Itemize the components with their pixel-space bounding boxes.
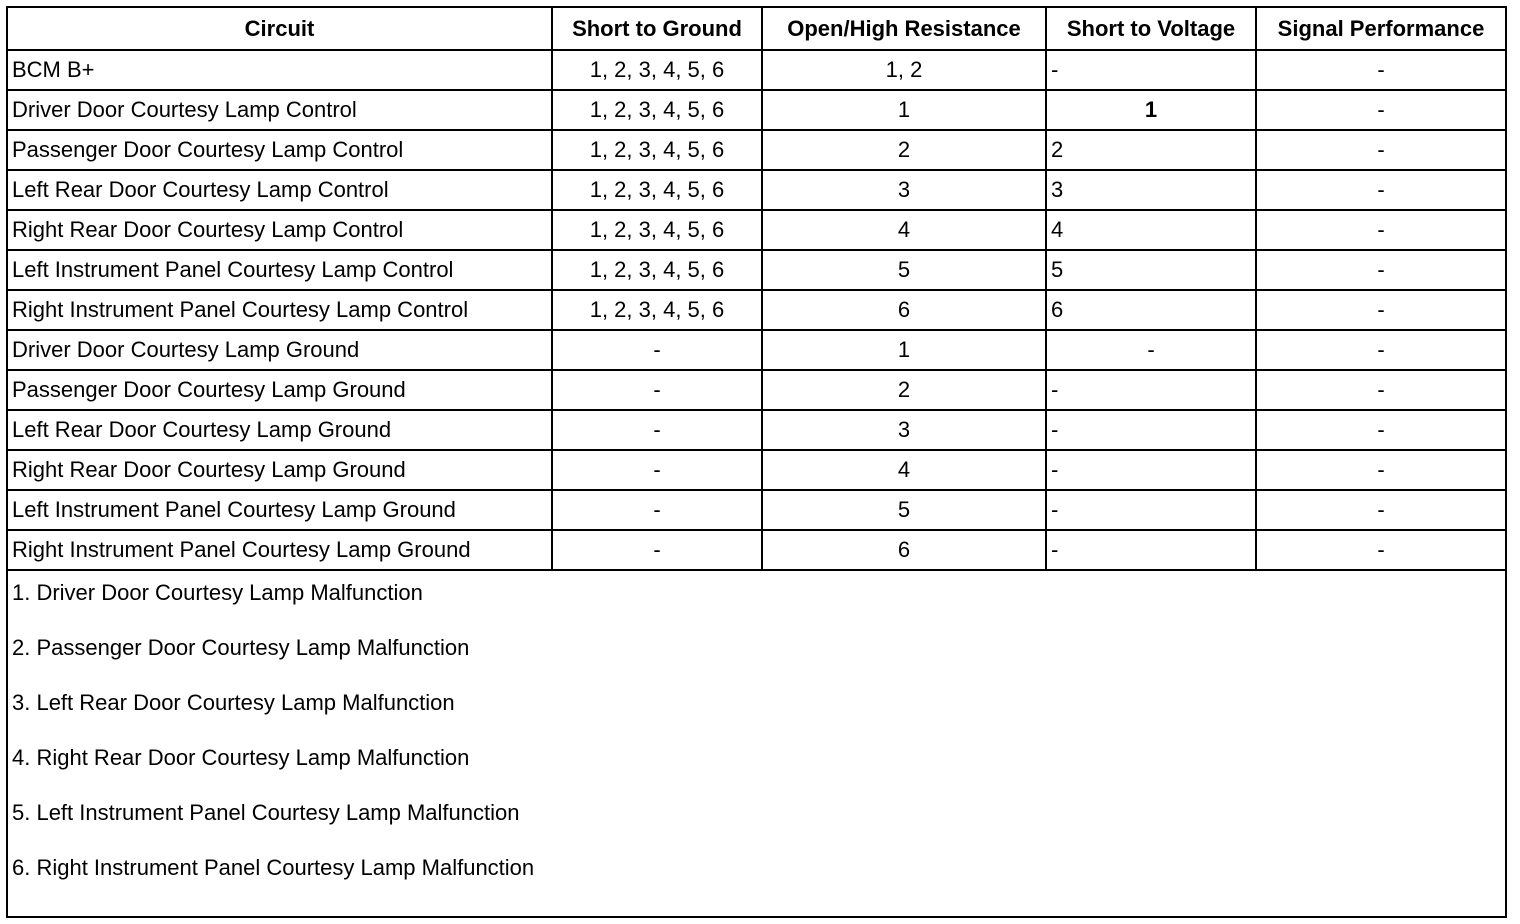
short-to-voltage-cell: 3: [1046, 170, 1256, 210]
short-to-voltage-cell: -: [1046, 370, 1256, 410]
circuit-cell: Driver Door Courtesy Lamp Ground: [8, 330, 552, 370]
short-to-voltage-cell: 2: [1046, 130, 1256, 170]
footnote: 5. Left Instrument Panel Courtesy Lamp Malfunction: [12, 800, 520, 825]
short-to-ground-cell: 1, 2, 3, 4, 5, 6: [552, 90, 762, 130]
open-high-resistance-cell: 4: [762, 450, 1046, 490]
circuit-cell: Passenger Door Courtesy Lamp Control: [8, 130, 552, 170]
short-to-ground-cell: -: [552, 490, 762, 530]
circuit-cell: Left Rear Door Courtesy Lamp Control: [8, 170, 552, 210]
table-row: [8, 130, 1505, 170]
signal-performance-cell: -: [1256, 330, 1505, 370]
circuit-cell: Left Rear Door Courtesy Lamp Ground: [8, 410, 552, 450]
open-high-resistance-cell: 2: [762, 130, 1046, 170]
circuit-table: [8, 8, 1505, 571]
circuit-cell: BCM B+: [8, 50, 552, 90]
short-to-ground-cell: 1, 2, 3, 4, 5, 6: [552, 290, 762, 330]
open-high-resistance-cell: 1: [762, 90, 1046, 130]
short-to-ground-cell: -: [552, 410, 762, 450]
short-to-voltage-cell: 1: [1046, 90, 1256, 130]
short-to-ground-cell: 1, 2, 3, 4, 5, 6: [552, 130, 762, 170]
short-to-ground-cell: 1, 2, 3, 4, 5, 6: [552, 250, 762, 290]
table-row: [8, 490, 1505, 530]
table-row: [8, 170, 1505, 210]
short-to-ground-cell: -: [552, 530, 762, 570]
signal-performance-cell: -: [1256, 210, 1505, 250]
header-open-high-resistance: Open/High Resistance: [762, 8, 1046, 50]
short-to-voltage-cell: -: [1046, 450, 1256, 490]
short-to-voltage-cell: -: [1046, 530, 1256, 570]
table-row: [8, 450, 1505, 490]
table-row: [8, 250, 1505, 290]
signal-performance-cell: -: [1256, 90, 1505, 130]
table-row: [8, 330, 1505, 370]
table-row: [8, 210, 1505, 250]
signal-performance-cell: -: [1256, 50, 1505, 90]
circuit-cell: Passenger Door Courtesy Lamp Ground: [8, 370, 552, 410]
footnote: 3. Left Rear Door Courtesy Lamp Malfunction: [12, 690, 455, 715]
table-row: [8, 530, 1505, 570]
header-circuit: Circuit: [8, 8, 552, 50]
footnotes: [8, 571, 1505, 909]
open-high-resistance-cell: 1: [762, 330, 1046, 370]
footnote: 2. Passenger Door Courtesy Lamp Malfunction: [12, 635, 470, 660]
short-to-voltage-cell: -: [1046, 330, 1256, 370]
header-short-to-voltage: Short to Voltage: [1046, 8, 1256, 50]
footnote: 4. Right Rear Door Courtesy Lamp Malfunction: [12, 745, 470, 770]
open-high-resistance-cell: 3: [762, 410, 1046, 450]
signal-performance-cell: -: [1256, 410, 1505, 450]
footnote: 1. Driver Door Courtesy Lamp Malfunction: [12, 580, 423, 605]
table-row: [8, 410, 1505, 450]
open-high-resistance-cell: 3: [762, 170, 1046, 210]
short-to-voltage-cell: 6: [1046, 290, 1256, 330]
short-to-voltage-cell: -: [1046, 50, 1256, 90]
circuit-diagnostic-sheet: [6, 6, 1507, 918]
signal-performance-cell: -: [1256, 530, 1505, 570]
open-high-resistance-cell: 1, 2: [762, 50, 1046, 90]
short-to-ground-cell: -: [552, 370, 762, 410]
header-short-to-ground: Short to Ground: [552, 8, 762, 50]
short-to-ground-cell: -: [552, 330, 762, 370]
signal-performance-cell: -: [1256, 250, 1505, 290]
signal-performance-cell: -: [1256, 370, 1505, 410]
circuit-cell: Right Rear Door Courtesy Lamp Ground: [8, 450, 552, 490]
open-high-resistance-cell: 5: [762, 490, 1046, 530]
open-high-resistance-cell: 6: [762, 530, 1046, 570]
signal-performance-cell: -: [1256, 450, 1505, 490]
open-high-resistance-cell: 6: [762, 290, 1046, 330]
short-to-ground-cell: 1, 2, 3, 4, 5, 6: [552, 50, 762, 90]
circuit-cell: Left Instrument Panel Courtesy Lamp Ground: [8, 490, 552, 530]
signal-performance-cell: -: [1256, 170, 1505, 210]
open-high-resistance-cell: 2: [762, 370, 1046, 410]
short-to-ground-cell: -: [552, 450, 762, 490]
table-row: [8, 370, 1505, 410]
circuit-cell: Driver Door Courtesy Lamp Control: [8, 90, 552, 130]
short-to-voltage-cell: 4: [1046, 210, 1256, 250]
short-to-ground-cell: 1, 2, 3, 4, 5, 6: [552, 170, 762, 210]
open-high-resistance-cell: 4: [762, 210, 1046, 250]
circuit-cell: Right Instrument Panel Courtesy Lamp Ground: [8, 530, 552, 570]
circuit-cell: Right Instrument Panel Courtesy Lamp Control: [8, 290, 552, 330]
short-to-voltage-cell: -: [1046, 410, 1256, 450]
table-row: [8, 50, 1505, 90]
short-to-ground-cell: 1, 2, 3, 4, 5, 6: [552, 210, 762, 250]
signal-performance-cell: -: [1256, 290, 1505, 330]
table-row: [8, 290, 1505, 330]
short-to-voltage-cell: 5: [1046, 250, 1256, 290]
circuit-cell: Left Instrument Panel Courtesy Lamp Control: [8, 250, 552, 290]
open-high-resistance-cell: 5: [762, 250, 1046, 290]
signal-performance-cell: -: [1256, 130, 1505, 170]
header-signal-performance: Signal Performance: [1256, 8, 1505, 50]
short-to-voltage-cell: -: [1046, 490, 1256, 530]
table-row: [8, 90, 1505, 130]
footnote: 6. Right Instrument Panel Courtesy Lamp Malfunction: [12, 855, 535, 880]
signal-performance-cell: -: [1256, 490, 1505, 530]
circuit-cell: Right Rear Door Courtesy Lamp Control: [8, 210, 552, 250]
table-header-row: [8, 8, 1505, 50]
